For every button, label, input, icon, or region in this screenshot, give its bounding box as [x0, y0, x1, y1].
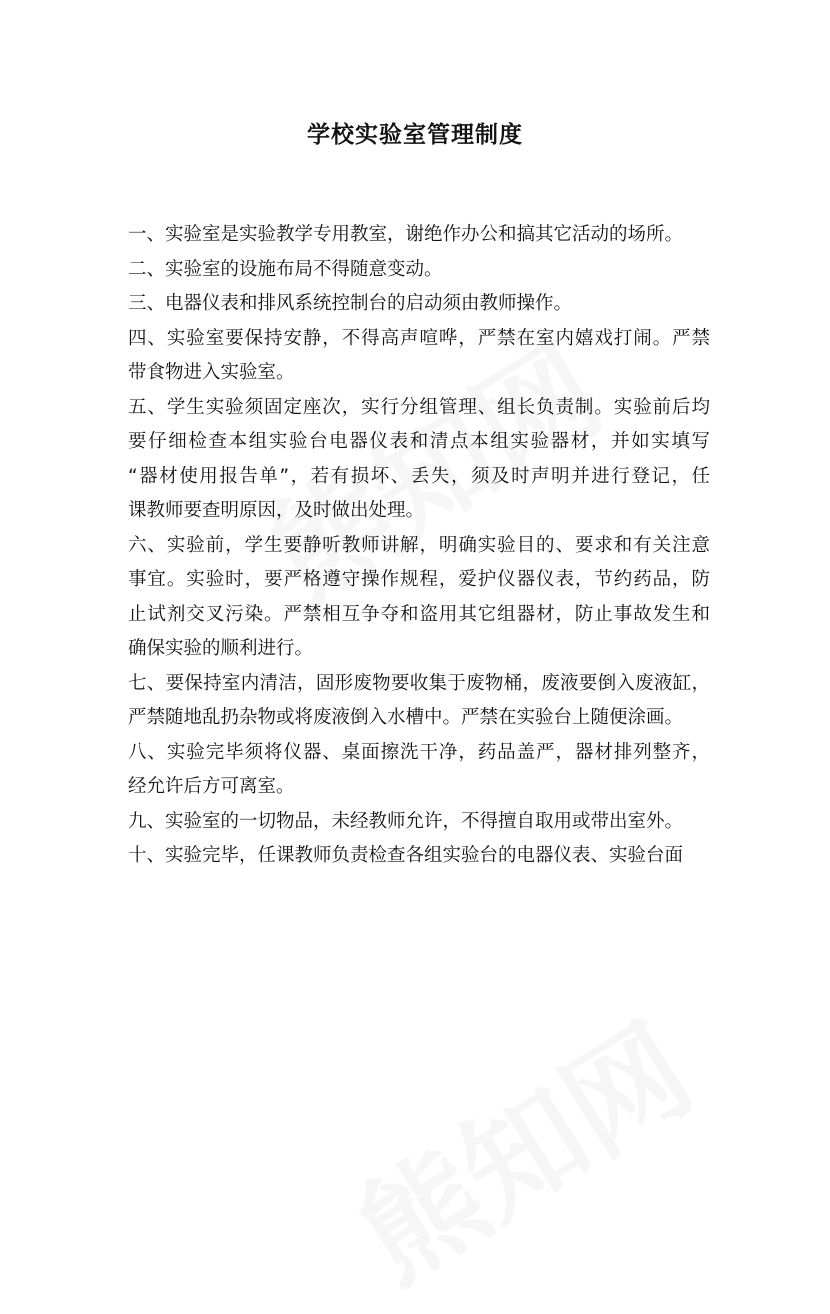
paragraph-line: 确保实验的顺利进行。 — [128, 638, 314, 659]
paragraph-line: “器材使用报告单”，若有损坏、丢失，须及时声明并进行登记，任 — [128, 465, 710, 487]
rule-paragraph — [128, 253, 710, 288]
rule-paragraph — [128, 667, 710, 736]
document-title: 学校实验室管理制度 — [307, 122, 523, 148]
rule-paragraph — [128, 391, 710, 529]
paragraph-line: 经允许后方可离室。 — [128, 776, 295, 797]
rule-paragraph — [128, 736, 710, 805]
paragraph-line: 严禁随地乱扔杂物或将废液倒入水槽中。严禁在实验台上随便涂画。 — [128, 707, 684, 728]
paragraph-line: 课教师要查明原因，及时做出处理。 — [128, 500, 425, 521]
paragraph-line: 要仔细检查本组实验台电器仪表和清点本组实验器材，并如实填写 — [128, 431, 710, 452]
document-body — [128, 218, 710, 874]
rule-paragraph — [128, 805, 710, 840]
paragraph-line: 五、学生实验须固定座次，实行分组管理、组长负责制。实验前后均 — [128, 396, 710, 418]
paragraph-line: 九、实验室的一切物品，未经教师允许，不得擅自取用或带出室外。 — [128, 810, 684, 832]
paragraph-line: 三、电器仪表和排风系统控制台的启动须由教师操作。 — [128, 293, 573, 314]
paragraph-line: 六、实验前，学生要静听教师讲解，明确实验目的、要求和有关注意 — [128, 534, 710, 556]
paragraph-line: 四、实验室要保持安静，不得高声喧哗，严禁在室内嬉戏打闹。严禁 — [128, 327, 710, 349]
rule-paragraph — [128, 839, 710, 874]
paragraph-line: 八、实验完毕须将仪器、桌面擦洗干净，药品盖严，器材排列整齐， — [128, 741, 710, 763]
rule-paragraph — [128, 529, 710, 667]
paragraph-line: 一、实验室是实验教学专用教室，谢绝作办公和搞其它活动的场所。 — [128, 224, 684, 245]
paragraph-line: 七、要保持室内清洁，固形废物要收集于废物桶，废液要倒入废液缸， — [128, 672, 710, 694]
rule-paragraph — [128, 287, 710, 322]
paragraph-line: 事宜。实验时，要严格遵守操作规程，爱护仪器仪表，节约药品，防 — [128, 569, 710, 590]
paragraph-line: 十、实验完毕，任课教师负责检查各组实验台的电器仪表、实验台面 — [128, 845, 684, 866]
watermark — [322, 978, 718, 1314]
paragraph-line: 带食物进入实验室。 — [128, 362, 295, 383]
rule-paragraph — [128, 322, 710, 391]
paragraph-line: 二、实验室的设施布局不得随意变动。 — [128, 258, 443, 280]
rule-paragraph — [128, 218, 710, 253]
paragraph-line: 止试剂交叉污染。严禁相互争夺和盗用其它组器材，防止事故发生和 — [128, 603, 710, 625]
